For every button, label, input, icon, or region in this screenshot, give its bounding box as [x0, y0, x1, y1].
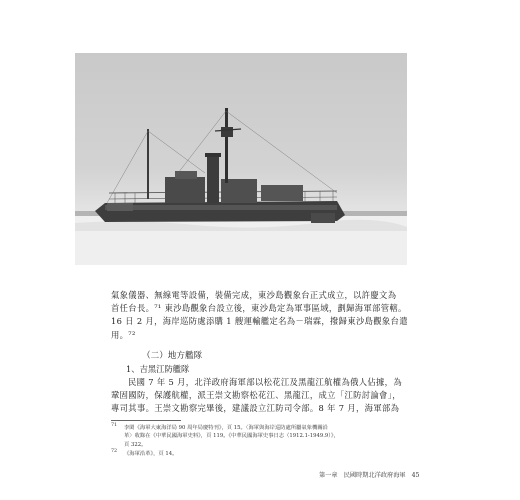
paragraph-1 [111, 289, 411, 342]
chapter-title: 第一章 民國時期北洋政府海軍 [319, 472, 406, 479]
text-line: 16 日 2 月，海岸巡防處添購 1 艘運輸艦定名為－瑞霖，撥歸東沙島觀象台遣 [111, 316, 408, 327]
subsection-heading: 1、吉黑江防艦隊 [126, 364, 190, 374]
text-line: 鞏固國防，保護航權，派王崇文勘察松花江、黑龍江，成立「江防討論會」， [111, 390, 401, 401]
footnote-line: 《海軍沿革》，頁 14。 [124, 451, 178, 457]
text-line: 專司其事。王崇文勘察完畢後，建議設立江防司令部。8 年 7 月，海軍部為 [111, 403, 400, 414]
warship-photograph [75, 53, 407, 265]
running-footer [319, 470, 420, 479]
footnote-number: 72 [111, 449, 118, 454]
footnote-line: 頁 322。 [124, 441, 147, 448]
text-line: 用。⁷² [111, 329, 136, 340]
text-line: 氣象儀器、無線電等設備，裝備完成，東沙島觀象台正式成立，以許慶文為 [111, 290, 397, 300]
paragraph-2 [111, 376, 411, 416]
footnote-number: 71 [111, 423, 118, 428]
page-number: 45 [411, 472, 420, 479]
section-heading: （二）地方艦隊 [142, 351, 203, 361]
footnote-line: 李閎《海軍大東海洋局 90 周年局慶特刊》，頁 15。〈海軍與海岸巡防處所屬氣象機關沿 [124, 425, 328, 431]
text-line: 首任台長。⁷¹ 東沙島觀象台設立後，東沙島定為軍事區域，劃歸海軍部管轄。 [111, 303, 407, 314]
text-line: 民國 7 年 5 月，北洋政府海軍部以松花江及黑龍江航權為俄人佔據，為 [128, 377, 402, 387]
footnote-divider [111, 420, 181, 421]
footnote-line: 革〉收錄在《中華民國海軍史料》，頁 119。《中華民國海軍史事日志（1912.1-1949.9）》， [124, 433, 339, 440]
